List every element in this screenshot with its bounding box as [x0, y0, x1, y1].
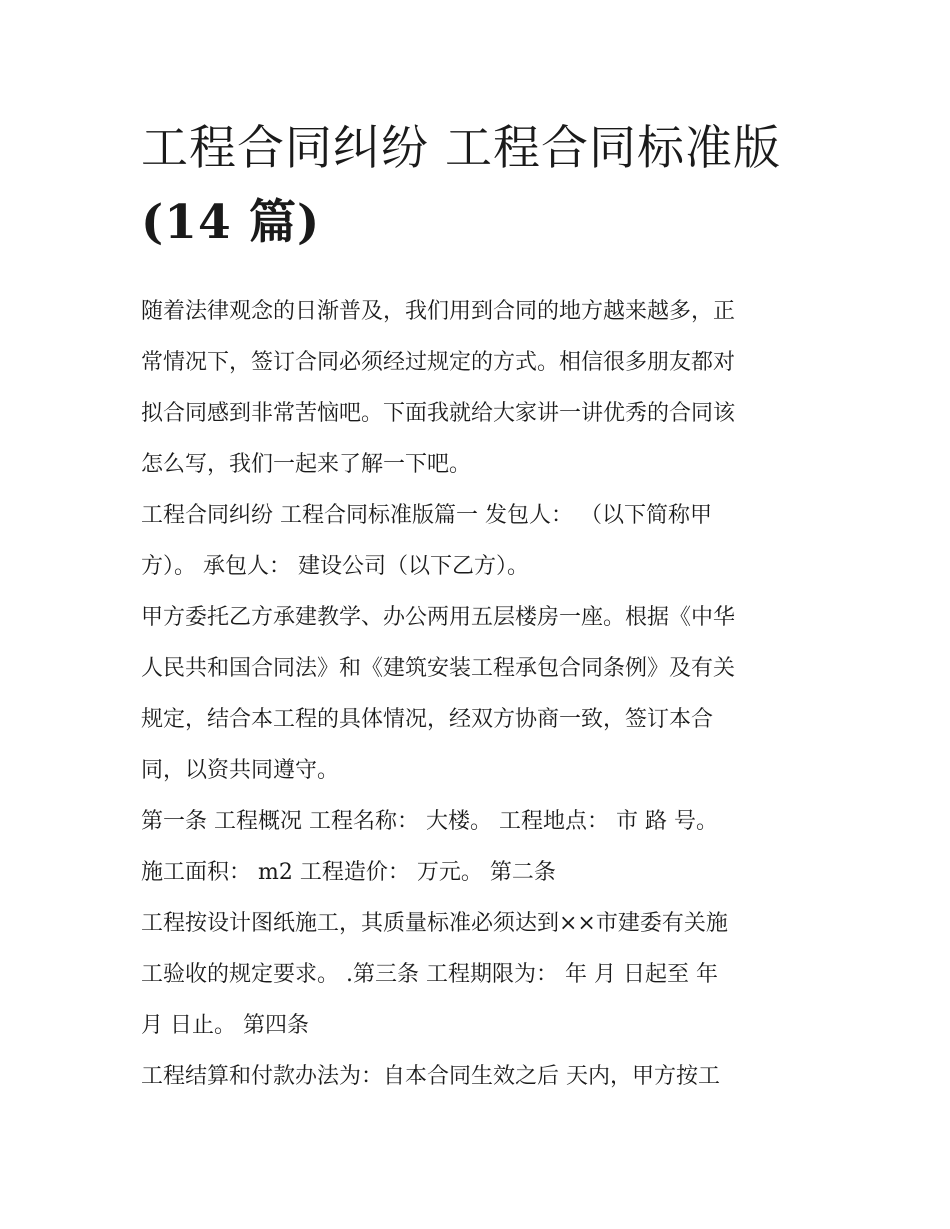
- text-line: 工程按设计图纸施工，其质量标准必须达到××市建委有关施: [141, 911, 728, 936]
- text-line: 常情况下，签订合同必须经过规定的方式。相信很多朋友都对: [141, 350, 736, 375]
- article-four-paragraph: [141, 1051, 821, 1102]
- text-line: 工程合同纠纷 工程合同标准版篇一 发包人： （以下简称甲: [141, 503, 712, 528]
- text-line: 同，以资共同遵守。: [141, 758, 340, 783]
- document-page: [141, 112, 821, 1102]
- text-line: 规定，结合本工程的具体情况，经双方协商一致，签订本合: [141, 707, 714, 732]
- text-line: 随着法律观念的日渐普及，我们用到合同的地方越来越多，正: [141, 299, 736, 324]
- title-line-1: 工程合同纠纷 工程合同标准版: [141, 121, 781, 176]
- intro-paragraph: [141, 286, 821, 490]
- document-title: [141, 112, 821, 260]
- text-line: 拟合同感到非常苦恼吧。下面我就给大家讲一讲优秀的合同该: [141, 401, 736, 426]
- text-line: 工程结算和付款办法为：自本合同生效之后 天内，甲方按工: [141, 1064, 720, 1089]
- text-line: 施工面积： m2 工程造价： 万元。 第二条: [141, 860, 556, 885]
- commission-paragraph: [141, 592, 821, 796]
- text-line: 怎么写，我们一起来了解一下吧。: [141, 452, 472, 477]
- document-body: [141, 286, 821, 1102]
- text-line: 甲方委托乙方承建教学、办公两用五层楼房一座。根据《中华: [141, 605, 736, 630]
- title-line-2: (14 篇): [141, 195, 321, 250]
- article-one-paragraph: [141, 796, 821, 898]
- text-line: 月 日止。 第四条: [141, 1013, 309, 1038]
- article-two-three-paragraph: [141, 898, 821, 1051]
- text-line: 方）。 承包人： 建设公司（以下乙方）。: [141, 554, 529, 579]
- parties-paragraph: [141, 490, 821, 592]
- text-line: 第一条 工程概况 工程名称： 大楼。 工程地点： 市 路 号。: [141, 809, 718, 834]
- text-line: 人民共和国合同法》和《建筑安装工程承包合同条例》及有关: [141, 656, 736, 681]
- text-line: 工验收的规定要求。 .第三条 工程期限为： 年 月 日起至 年: [141, 962, 718, 987]
